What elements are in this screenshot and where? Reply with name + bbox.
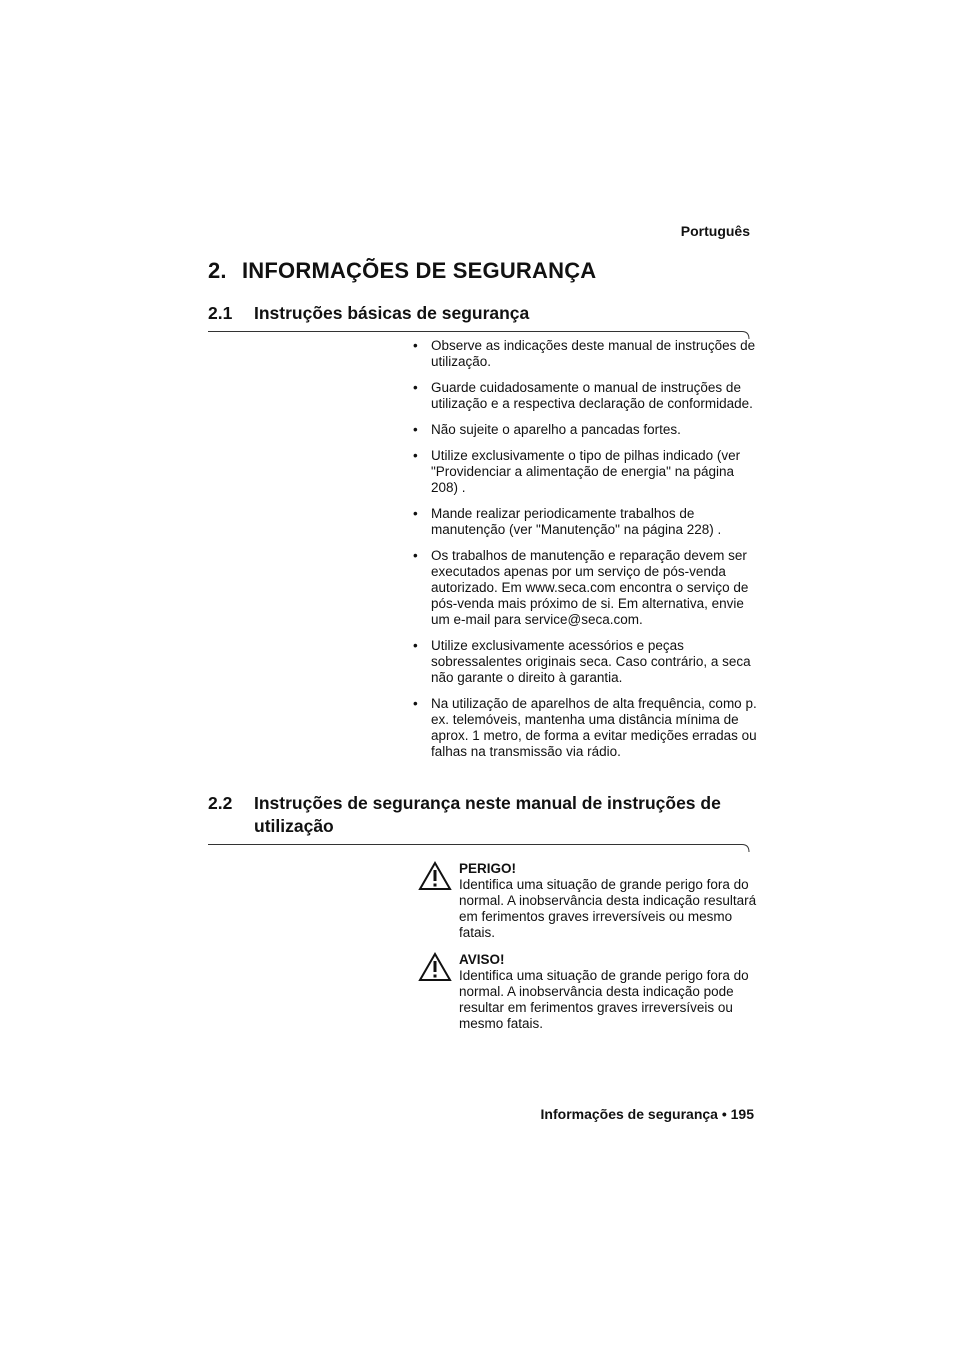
list-item: • Na utilização de aparelhos de alta frequência, como p. ex. telemóveis, mantenha uma distância mínima de aprox. 1 metro, de forma a evitar medições erradas ou falhas na transmissão via rádio. <box>413 696 757 759</box>
section-2-title: Instruções de segurança neste manual de instruções de utilização <box>254 793 721 836</box>
section-2-number: 2.2 <box>208 793 233 813</box>
section-2-divider <box>208 843 750 855</box>
list-item: • Utilize exclusivamente o tipo de pilhas indicado (ver "Providenciar a alimentação de energia" na página 208) . <box>413 448 741 495</box>
chapter-number: 2. <box>208 258 227 283</box>
list-item: • Mande realizar periodicamente trabalhos de manutenção (ver "Manutenção" na página 228) . <box>413 506 722 537</box>
list-item-text: Os trabalhos de manutenção e reparação devem ser executados apenas por um serviço de pós-venda autorizado. Em www.seca.com encontra o serviço de pós-venda mais próximo de si. Em alternativa, envie um e-mail para service@seca.com. <box>431 548 749 627</box>
list-item: • Não sujeite o aparelho a pancadas fortes. <box>413 422 681 437</box>
list-item-text: Não sujeite o aparelho a pancadas fortes. <box>431 422 681 437</box>
list-item-text: Utilize exclusivamente acessórios e peças sobressalentes originais seca. Caso contrário, a seca não garante o direito à garantia. <box>431 638 751 685</box>
list-item: • Observe as indicações deste manual de instruções de utilização. <box>413 338 756 369</box>
warning-triangle-icon <box>418 952 452 982</box>
safety-instructions-list <box>413 338 758 770</box>
list-item: • Utilize exclusivamente acessórios e peças sobressalentes originais seca. Caso contrário, a seca não garante o direito à garantia. <box>413 638 751 685</box>
chapter-title: INFORMAÇÕES DE SEGURANÇA <box>242 258 597 283</box>
warning-title: AVISO! <box>459 952 505 967</box>
warning-notice <box>418 952 758 1032</box>
warning-triangle-icon <box>418 861 452 891</box>
danger-title: PERIGO! <box>459 861 517 876</box>
list-item-text: Observe as indicações deste manual de instruções de utilização. <box>431 338 756 369</box>
warning-text: Identifica uma situação de grande perigo fora do normal. A inobservância desta indicação pode resultar em ferimentos graves irreversíveis ou mesmo fatais. <box>459 968 749 1031</box>
section-2-heading <box>208 792 758 838</box>
chapter-heading <box>208 258 596 284</box>
list-item-text: Na utilização de aparelhos de alta frequência, como p. ex. telemóveis, mantenha uma distância mínima de aprox. 1 metro, de forma a evitar medições erradas ou falhas na transmissão via rádio. <box>431 696 757 759</box>
list-item: • Os trabalhos de manutenção e reparação devem ser executados apenas por um serviço de pós-venda autorizado. Em www.seca.com encontra o serviço de pós-venda mais próximo de si. Em alternativa, envie um e-mail para service@seca.com. <box>413 548 749 627</box>
danger-notice <box>418 861 758 941</box>
section-1-heading <box>208 302 529 325</box>
list-item-text: Utilize exclusivamente o tipo de pilhas indicado (ver "Providenciar a alimentação de energia" na página 208) . <box>431 448 741 495</box>
list-item: • Guarde cuidadosamente o manual de instruções de utilização e a respectiva declaração de conformidade. <box>413 380 753 411</box>
language-label: Português <box>680 223 750 239</box>
list-item-text: Mande realizar periodicamente trabalhos de manutenção (ver "Manutenção" na página 228) . <box>431 506 722 537</box>
section-1-title: Instruções básicas de segurança <box>254 303 530 323</box>
danger-text: Identifica uma situação de grande perigo fora do normal. A inobservância desta indicação resultará em ferimentos graves irreversíveis ou mesmo fatais. <box>459 877 757 940</box>
section-1-number: 2.1 <box>208 303 233 323</box>
page-footer: Informações de segurança • 195 <box>540 1106 754 1122</box>
list-item-text: Guarde cuidadosamente o manual de instruções de utilização e a respectiva declaração de conformidade. <box>431 380 753 411</box>
